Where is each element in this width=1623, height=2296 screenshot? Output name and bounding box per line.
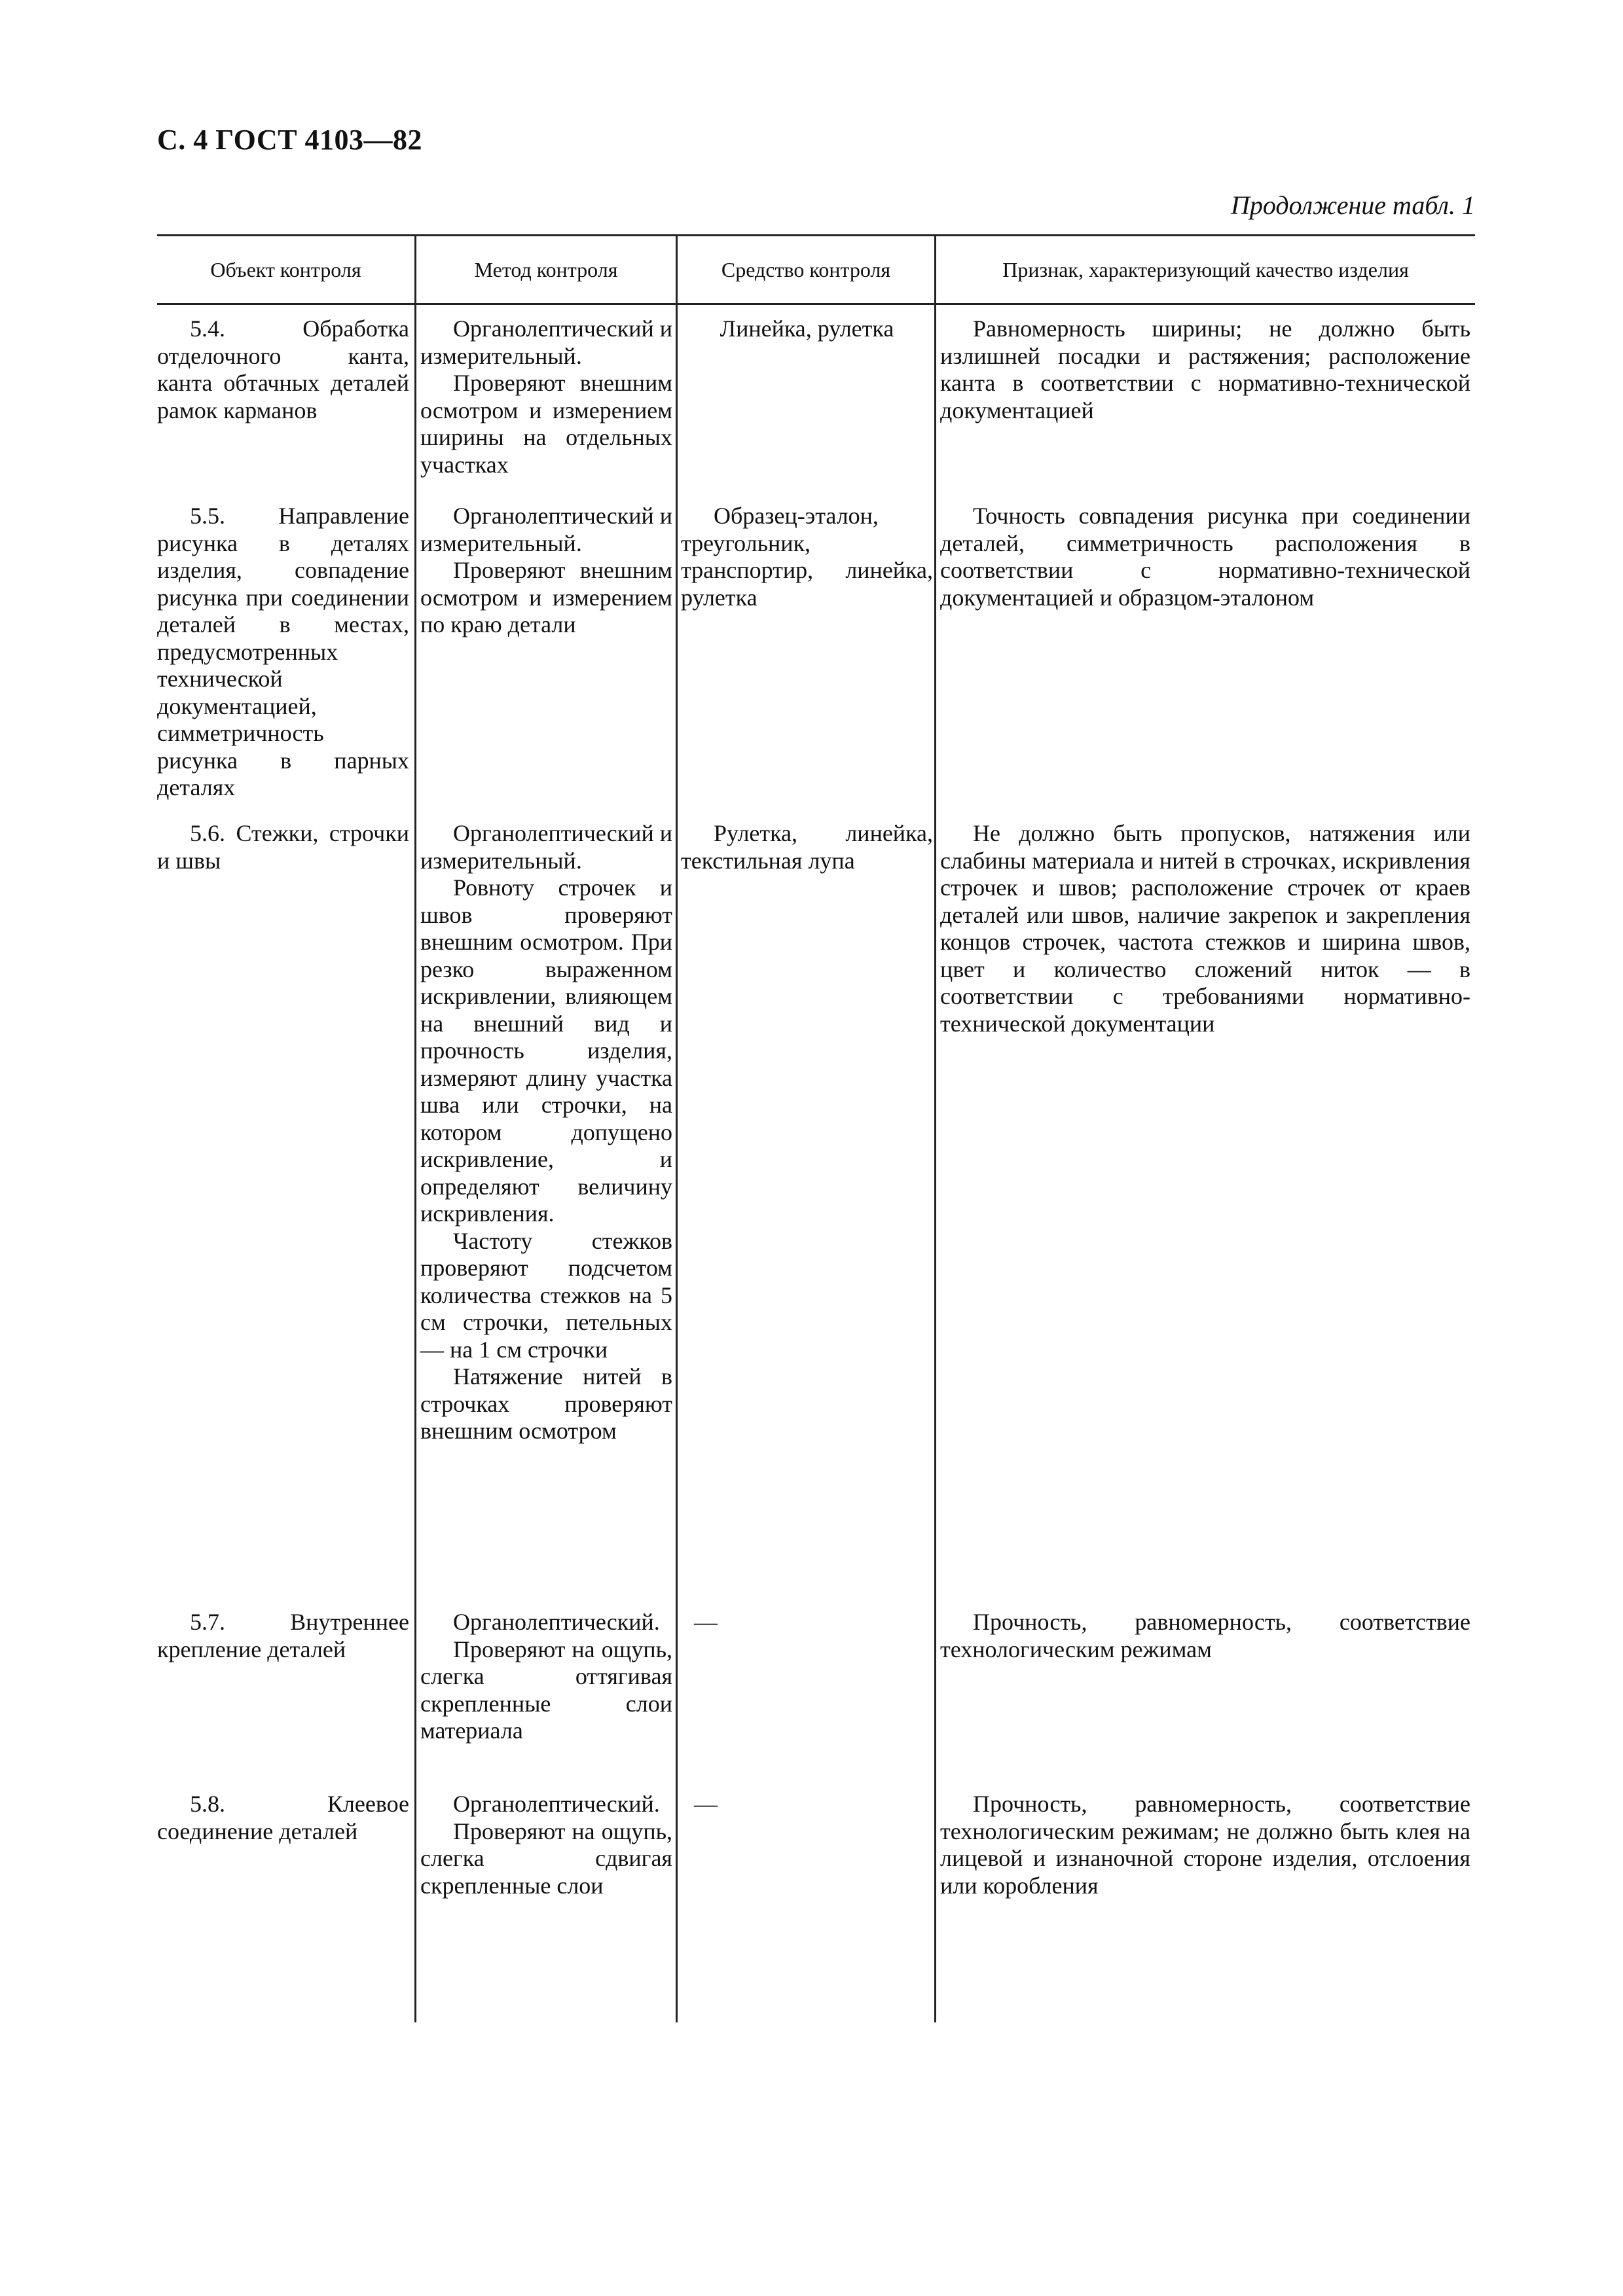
table-continuation-label: Продолжение табл. 1 [1230, 190, 1475, 220]
table-cell-text: Проверяют на ощупь, слегка оттягивая скрепленные слои материала [420, 1636, 672, 1744]
row-5-7-object [157, 1609, 409, 1663]
table-cell-text: Равномерность ширины; не должно быть излишней посадки и растяжения; расположение канта в соответствии с нормативно-технической документацией [940, 315, 1470, 423]
table-cell-text: Проверяют внешним осмотром и измерением по краю детали [420, 557, 672, 637]
table-cell-text: Органолептический и измерительный. [420, 315, 672, 369]
column-header-means: Средство контроля [721, 257, 891, 281]
table-cell-text: Органолептический. [453, 1609, 660, 1635]
table-cell-text: Не должно быть пропусков, натяжения или слабины материала и нитей в строчках, искривления строчек и швов; расположение строчек от краев деталей или швов, наличие закрепок и закрепления концов строчек, частота стежков и ширина швов, цвет и количество сложений ниток — в соответствии с требованиями нормативно-технической документации [940, 820, 1470, 1037]
table-cell-text: Проверяют на ощупь, слегка сдвигая скрепленные слои [420, 1818, 672, 1899]
column-divider-3 [934, 234, 936, 2022]
row-5-5-criterion [940, 503, 1470, 611]
row-5-6-criterion [940, 820, 1470, 1037]
table-cell-text: Частоту стежков проверяют подсчетом количества стежков на 5 см строчки, петельных — на 1 см строчки [420, 1227, 672, 1363]
standards-table [157, 234, 1475, 2022]
table-cell-text: Органолептический. [453, 1791, 660, 1817]
row-5-5-method [420, 503, 672, 639]
row-5-5-means [681, 503, 933, 611]
column-header-criterion: Признак, характеризующий качество изделия [1002, 257, 1409, 281]
table-cell-text: Ровноту строчек и швов проверяют внешним осмотром. При резко выраженном искривлении, влияющем на внешний вид и прочность изделия, измеряют длину участка шва или строчки, на котором допущено искривление, и определяют величину искривления. [420, 874, 672, 1227]
table-cell-text: 5.5. Направление рисунка в деталях изделия, совпадение рисунка при соединении деталей в местах, предусмотренных технической документацией, симметричность рисунка в парных деталях [157, 503, 409, 800]
table-cell-text: — [694, 1609, 718, 1635]
table-cell-text: Прочность, равномерность, соответствие технологическим режимам; не должно быть клея на лицевой и изнаночной стороне изделия, отслоения или коробления [940, 1791, 1470, 1899]
row-5-8-method [420, 1791, 672, 1899]
table-cell-text: Проверяют внешним осмотром и измерением ширины на отдельных участках [420, 370, 672, 478]
table-cell-text: 5.8. Клеевое соединение деталей [157, 1791, 409, 1844]
row-5-6-means [681, 820, 933, 874]
table-cell-text: 5.6. Стежки, строчки и швы [157, 820, 409, 874]
row-5-7-method [420, 1609, 672, 1745]
row-5-6-object [157, 820, 409, 874]
row-5-4-object [157, 315, 409, 424]
table-cell-text: Образец-эталон, треугольник, транспортир, линейка, рулетка [681, 503, 933, 611]
table-cell-text: Точность совпадения рисунка при соединении деталей, симметричность расположения в соответствии с нормативно-технической документацией и образцом-эталоном [940, 503, 1470, 611]
column-header-object: Объект контроля [210, 257, 361, 281]
row-5-4-means [681, 315, 933, 343]
row-5-7-means [694, 1609, 933, 1636]
table-cell-text: Органолептический и измерительный. [420, 820, 672, 874]
row-5-6-method [420, 820, 672, 1445]
row-5-5-object [157, 503, 409, 802]
row-5-4-criterion [940, 315, 1470, 424]
column-divider-2 [676, 234, 678, 2022]
table-cell-text: Рулетка, линейка, текстильная лупа [681, 820, 933, 874]
column-divider-1 [414, 234, 416, 2022]
row-5-8-means [694, 1791, 933, 1818]
column-header-method: Метод контроля [474, 257, 618, 281]
table-cell-text: Прочность, равномерность, соответствие технологическим режимам [940, 1609, 1470, 1662]
table-cell-text: Линейка, рулетка [720, 315, 894, 342]
table-cell-text: Органолептический и измерительный. [420, 503, 672, 556]
table-cell-text: 5.4. Обработка отделочного канта, канта обтачных деталей рамок карманов [157, 315, 409, 423]
table-cell-text: — [694, 1791, 718, 1817]
table-cell-text: Натяжение нитей в строчках проверяют внешним осмотром [420, 1363, 672, 1444]
row-5-4-method [420, 315, 672, 478]
row-5-8-object [157, 1791, 409, 1845]
row-5-7-criterion [940, 1609, 1470, 1663]
table-cell-text: 5.7. Внутреннее крепление деталей [157, 1609, 409, 1662]
page-header: С. 4 ГОСТ 4103—82 [157, 124, 423, 156]
row-5-8-criterion [940, 1791, 1470, 1899]
